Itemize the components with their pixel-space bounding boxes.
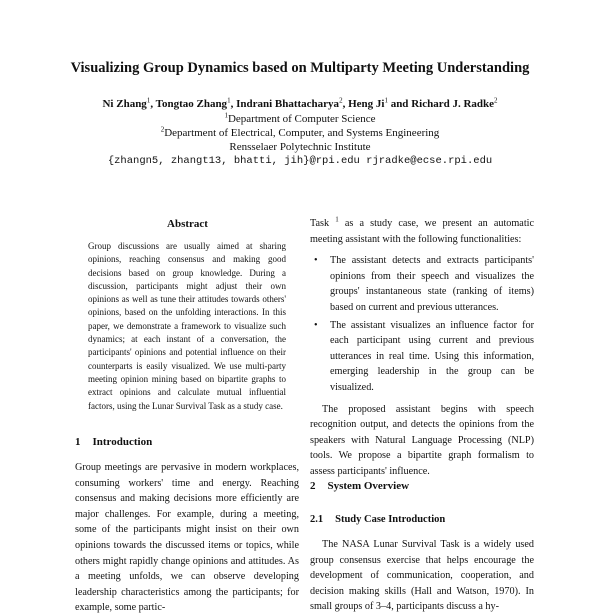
bullet-icon: • — [314, 319, 318, 331]
author-name: Ni Zhang — [102, 98, 147, 110]
section-number: 2 — [310, 480, 316, 492]
affiliation-2 — [0, 127, 600, 139]
list-item — [310, 318, 534, 396]
right-column — [310, 216, 534, 480]
section-number: 1 — [75, 436, 81, 448]
affil-mark: 1 — [224, 111, 228, 120]
author-affil-mark: 1 — [227, 96, 231, 105]
author-name: Indrani Bhattacharya — [236, 98, 340, 110]
affil-mark: 2 — [160, 125, 165, 134]
text-fragment: as a study case, we present an automatic meeting assistant with the following functionalities: — [310, 218, 535, 245]
subsection-title: Study Case Introduction — [335, 514, 446, 525]
paper-title: Visualizing Group Dynamics based on Multiparty Meeting Understanding — [70, 60, 530, 76]
author-name: Tongtao Zhang — [155, 98, 228, 110]
author-separator: , — [150, 98, 156, 110]
text-fragment: Task — [310, 218, 330, 229]
author-affil-mark: 1 — [146, 96, 151, 105]
author-affil-mark: 2 — [339, 96, 343, 105]
subsection-number: 2.1 — [310, 514, 324, 525]
subsection-2-1-heading — [310, 514, 445, 525]
intro-heading — [75, 436, 152, 448]
intro-text: Group meetings are pervasive in modern workplaces, consuming workers' time and energy. Reaching consensus and making decisions more efficiently are major challenges. For example, during a meeting, some of the participants might insist on their own opinions towards the discussed items or topics, while others might rapidly change opinions and attitudes. As a meeting unfolds, we can observe developing leadership characteristics among the participants; for example, some partic- — [75, 462, 299, 614]
footnote-mark: 1 — [335, 215, 339, 224]
abstract-text: Group discussions are usually aimed at sharing opinions, reaching consensus and making good decisions based on group knowledge. During a discussion, participants might adjust their own opinions as well as tune their attitudes towards others' opinions, based on the unfolding interactions. In this paper, we demonstrate a framework to visualize such dynamics; at each instant of a conversation, the participants' opinions and potential influence on their counterparts is easily visualized. We use multi-party meeting opinion mining based on bipartite graphs to extract opinions and calculate mutual influential factors, using the Lunar Survival Task as a study case. — [88, 241, 286, 411]
proposal-paragraph: The proposed assistant begins with speech recognition output, and detects the opinions from the speakers with Natural Language Processing (NLP) tools. We propose a bipartite graph formalism to assess participants' influence. — [310, 403, 534, 477]
bullet-icon: • — [314, 255, 318, 267]
section-title: Introduction — [92, 436, 153, 448]
author-emails: {zhangn5, zhangt13, bhatti, jih}@rpi.edu rjradke@ecse.rpi.edu — [107, 155, 493, 167]
affil-text: Department of Electrical, Computer, and Systems Engineering — [164, 127, 440, 139]
author-name: Richard J. Radke — [411, 98, 494, 110]
list-item — [310, 253, 534, 315]
author-list — [0, 98, 600, 110]
abstract-heading: Abstract — [167, 218, 208, 230]
affiliation-1 — [0, 113, 600, 125]
functionality-list — [310, 253, 534, 395]
intro-continuation — [310, 216, 534, 247]
section-title: System Overview — [327, 480, 410, 492]
section-2-text: The NASA Lunar Survival Task is a widely used group consensus exercise that helps encourage the development of communication, cooperation, and decision making skills (Hall and Watson, 1970). In small groups of 3–4, participants discuss a hy- — [310, 539, 534, 613]
list-item-text: The assistant visualizes an influence factor for each participant using current and previous utterances in real time. Using this information, emerging leadership in the group can be visualized. — [330, 319, 534, 393]
author-separator: , — [342, 98, 349, 110]
author-name: Heng Ji — [348, 98, 385, 110]
section-2-heading — [310, 480, 409, 492]
author-conjunction: and — [387, 98, 412, 110]
author-affil-mark: 2 — [494, 96, 498, 105]
author-separator: , — [230, 98, 237, 110]
institute: Rensselaer Polytechnic Institute — [229, 141, 371, 153]
list-item-text: The assistant detects and extracts participants' opinions from their speech and visualizes the groups' instantaneous state (ranking of items) based on current and previous utterances. — [330, 255, 534, 313]
author-affil-mark: 1 — [384, 96, 388, 105]
affil-text: Department of Computer Science — [227, 113, 376, 125]
